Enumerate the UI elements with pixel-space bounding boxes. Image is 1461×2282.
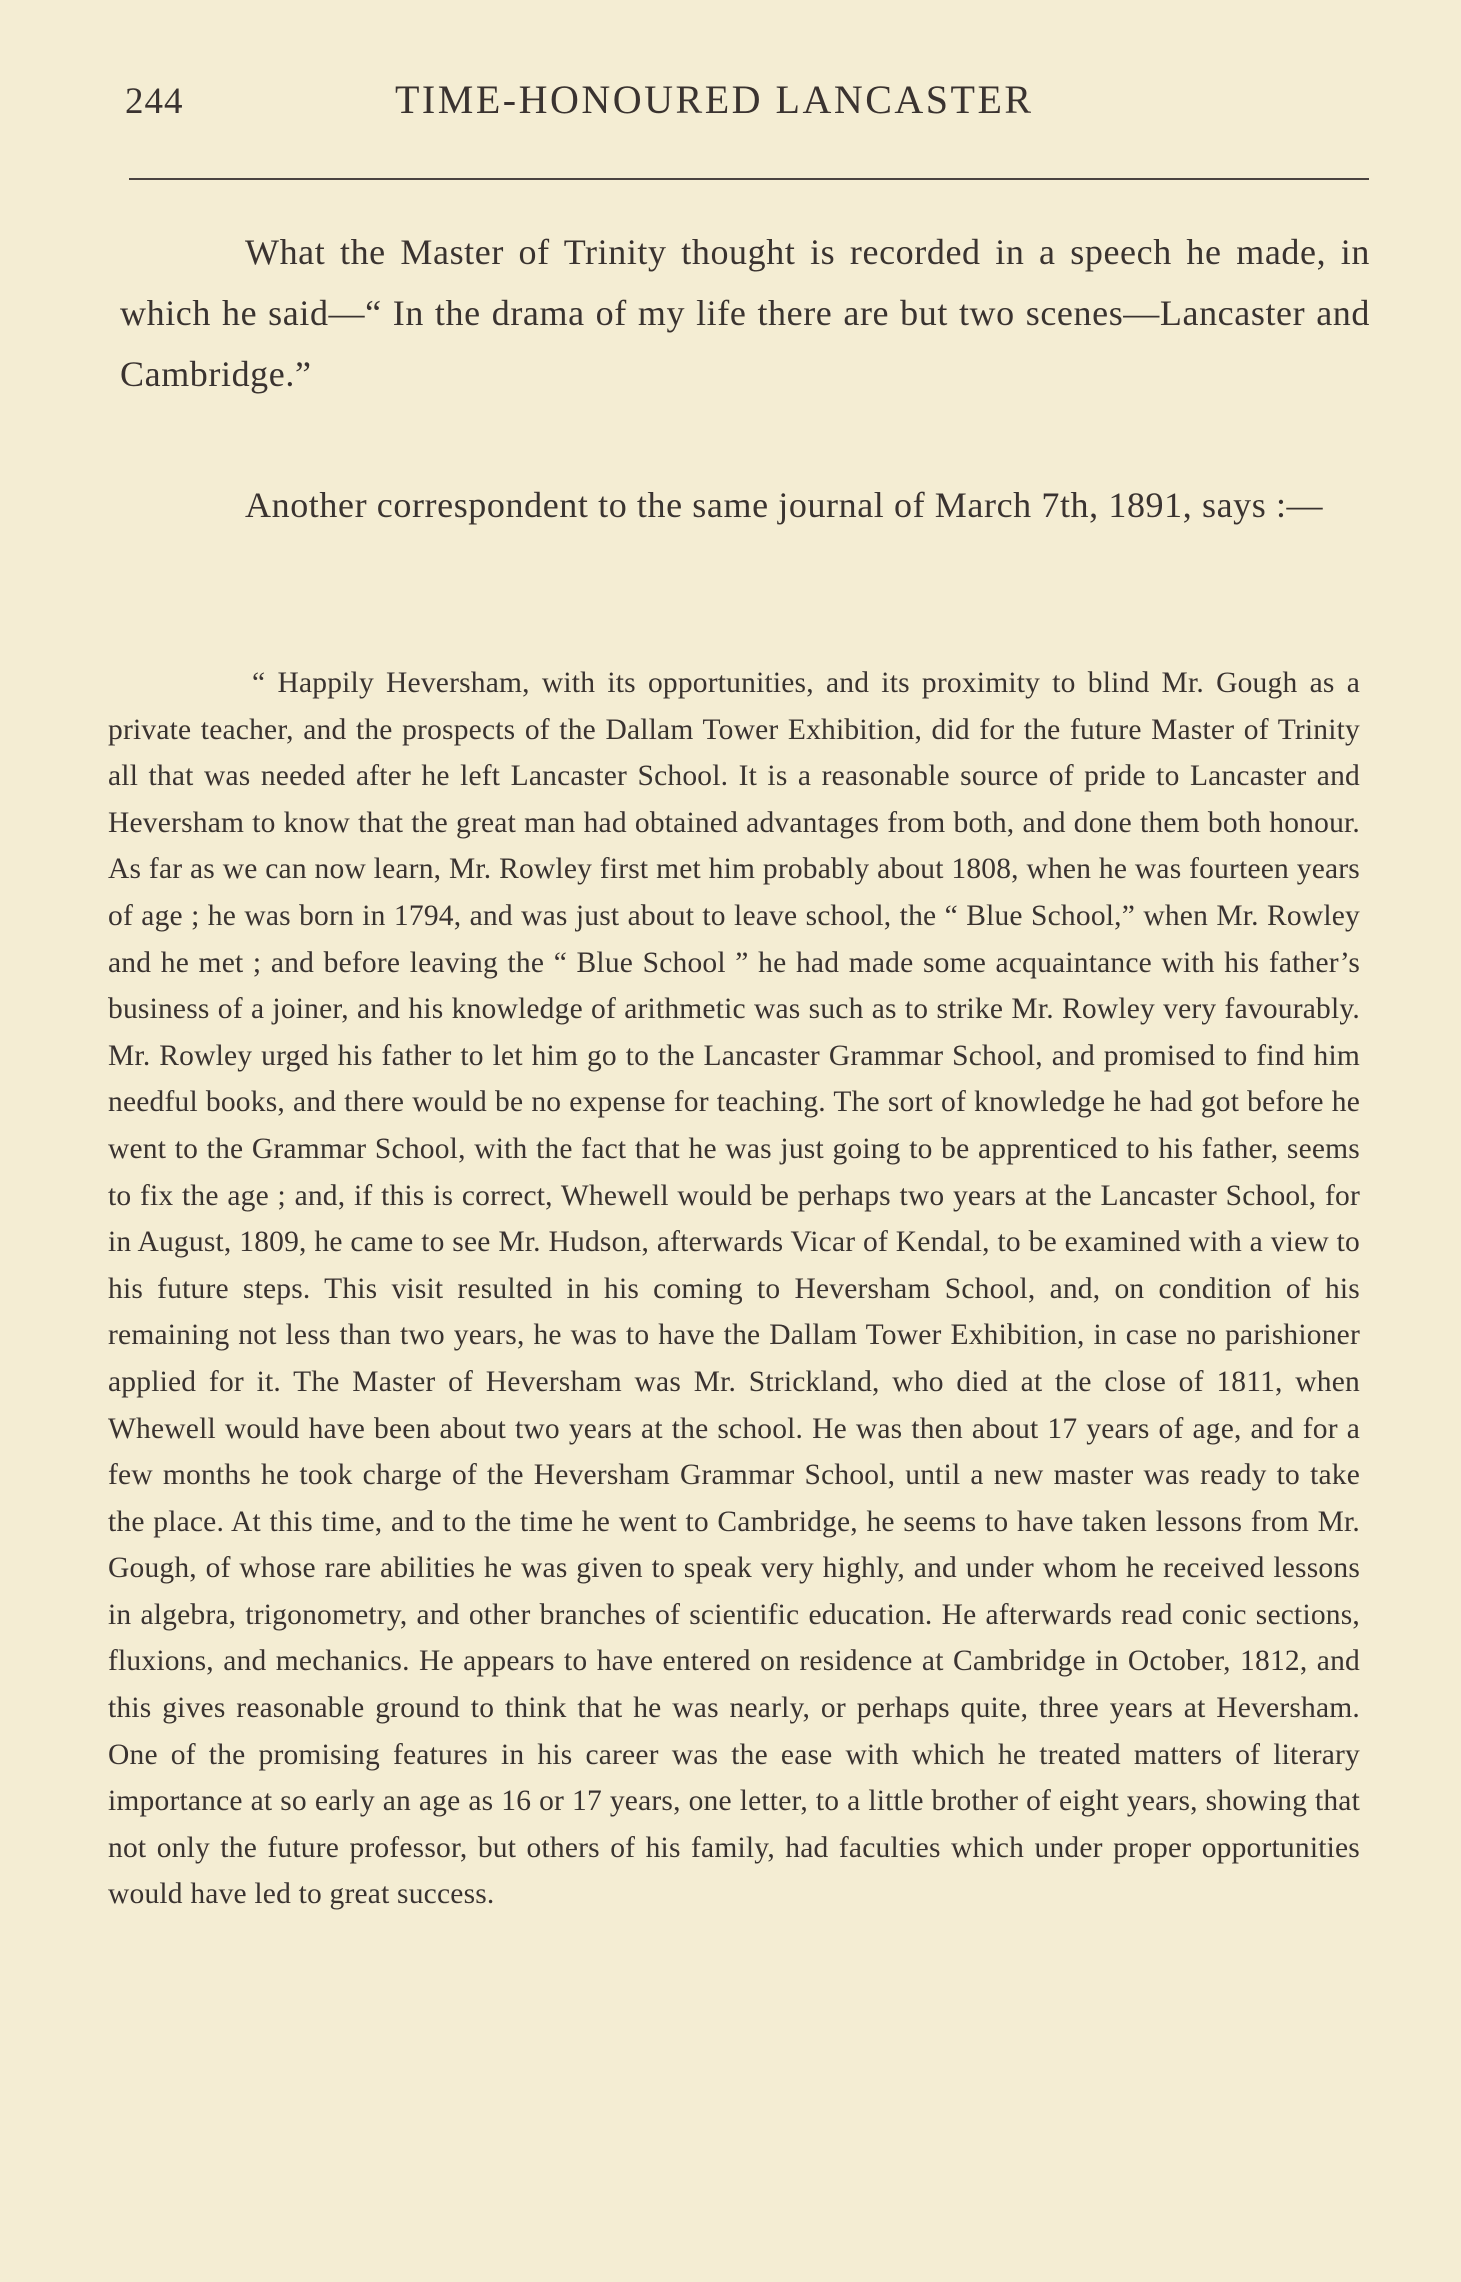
page-header bbox=[125, 72, 1370, 132]
running-title: TIME-HONOURED LANCASTER bbox=[395, 77, 1034, 122]
paragraph-master-of-trinity: What the Master of Trinity thought is recorded in a speech he made, in which he said—“ In the drama of my life there are but two scenes—Lancaster and Cambridge.” bbox=[120, 232, 1370, 394]
block-quote: “ Happily Heversham, with its opportunities, and its proximity to blind Mr. Gough as a private teacher, and the prospects of the Dallam Tower Exhibition, did for the future Master of Trinity all that was needed after he left Lancaster School. It is a reasonable source of pride to Lancaster and Heversham to know that the great man had obtained advantages from both, and done them both honour. As far as we can now learn, Mr. Rowley first met him probably about 1808, when he was fourteen years of age ; he was born in 1794, and was just about to leave school, the “ Blue School,” when Mr. Rowley and he met ; and before leaving the “ Blue School ” he had made some acquaintance with his father’s business of a joiner, and his knowledge of arithmetic was such as to strike Mr. Rowley very favourably. Mr. Rowley urged his father to let him go to the Lancaster Grammar School, and promised to find him needful books, and there would be no expense for teaching. The sort of knowledge he had got before he went to the Grammar School, with the fact that he was just going to be apprenticed to his father, seems to fix the age ; and, if this is correct, Whewell would be perhaps two years at the Lancaster School, for in August, 1809, he came to see Mr. Hudson, afterwards Vicar of Kendal, to be examined with a view to his future steps. This visit resulted in his coming to Heversham School, and, on condition of his remaining not less than two years, he was to have the Dallam Tower Exhibition, in case no parishioner applied for it. The Master of Heversham was Mr. Strickland, who died at the close of 1811, when Whewell would have been about two years at the school. He was then about 17 years of age, and for a few months he took charge of the Heversham Grammar School, until a new master was ready to take the place. At this time, and to the time he went to Cambridge, he seems to have taken lessons from Mr. Gough, of whose rare abilities he was given to speak very highly, and under whom he received lessons in algebra, trigonometry, and other branches of scientific education. He afterwards read conic sections, fluxions, and mechanics. He appears to have entered on residence at Cambridge in October, 1812, and this gives reasonable ground to think that he was nearly, or perhaps quite, three years at Heversham. One of the promising features in his career was the ease with which he treated matters of literary importance at so early an age as 16 or 17 years, one letter, to a little brother of eight years, showing that not only the future professor, but others of his family, had faculties which under proper opportunities would have led to great success. bbox=[108, 667, 1360, 1911]
header-rule bbox=[129, 178, 1369, 180]
page-number: 244 bbox=[125, 81, 184, 122]
paragraph-another-correspondent: Another correspondent to the same journal of March 7th, 1891, says :— bbox=[245, 485, 1324, 525]
